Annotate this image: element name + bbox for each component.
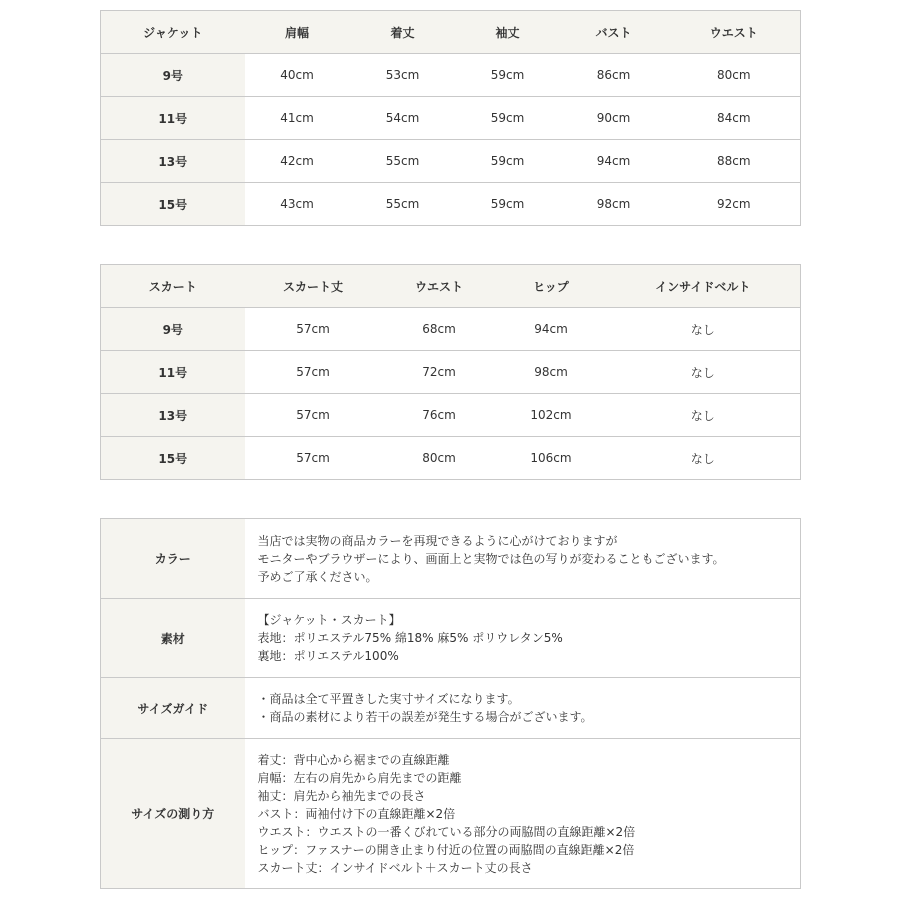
skirt-size-table — [100, 264, 801, 480]
table-row — [101, 308, 801, 351]
text-line: 肩幅：左右の肩先から肩先までの距離 — [257, 770, 462, 785]
text-line: 【ジャケット・スカート】 — [257, 613, 401, 627]
material-label: 素材 — [101, 599, 245, 678]
text-line: ウエスト：ウエストの一番くびれている部分の両脇間の直線距離×2倍 — [257, 824, 636, 839]
jacket-header-bust: バスト — [560, 11, 668, 54]
table-cell: 54cm — [350, 97, 456, 140]
color-description — [245, 519, 801, 599]
table-cell: 55cm — [350, 183, 456, 226]
size-label: 9号 — [101, 308, 245, 351]
table-cell: 94cm — [497, 308, 606, 351]
table-cell: 59cm — [456, 54, 560, 97]
text-line: ・商品は全て平置きした実寸サイズになります。 — [257, 692, 520, 706]
text-line: 予めご了承ください。 — [257, 569, 378, 584]
text-line: 裏地：ポリエステル100% — [257, 649, 399, 663]
size-guide-label: サイズガイド — [101, 678, 245, 739]
table-cell: 86cm — [560, 54, 668, 97]
table-cell: 98cm — [497, 351, 606, 394]
table-cell: 88cm — [668, 140, 801, 183]
color-label: カラー — [101, 519, 245, 599]
text-line: スカート丈：インサイドベルト＋スカート丈の長さ — [257, 860, 533, 875]
table-row — [101, 97, 801, 140]
table-cell: 84cm — [668, 97, 801, 140]
table-cell: なし — [606, 308, 801, 351]
size-label: 15号 — [101, 183, 245, 226]
table-cell: 76cm — [382, 394, 497, 437]
jacket-header-waist: ウエスト — [668, 11, 801, 54]
table-cell: 92cm — [668, 183, 801, 226]
table-cell: 41cm — [245, 97, 350, 140]
jacket-header-shoulder: 肩幅 — [245, 11, 350, 54]
jacket-header-row — [101, 11, 801, 54]
size-guide-row — [101, 678, 801, 739]
table-cell: 59cm — [456, 140, 560, 183]
table-row — [101, 394, 801, 437]
material-row — [101, 599, 801, 678]
text-line: 着丈：背中心から裾までの直線距離 — [257, 752, 450, 767]
size-label: 11号 — [101, 97, 245, 140]
table-cell: 42cm — [245, 140, 350, 183]
table-cell: 90cm — [560, 97, 668, 140]
skirt-header-length: スカート丈 — [245, 265, 382, 308]
text-line: 当店では実物の商品カラーを再現できるように心がけておりますが — [257, 533, 618, 548]
skirt-header-inside-belt: インサイドベルト — [606, 265, 801, 308]
jacket-header-length: 着丈 — [350, 11, 456, 54]
table-cell: 57cm — [245, 394, 382, 437]
skirt-header-waist: ウエスト — [382, 265, 497, 308]
table-cell: なし — [606, 394, 801, 437]
text-line: ・商品の素材により若干の誤差が発生する場合がございます。 — [257, 710, 593, 724]
table-cell: 94cm — [560, 140, 668, 183]
jacket-header-size: ジャケット — [101, 11, 245, 54]
size-label: 13号 — [101, 394, 245, 437]
table-row — [101, 351, 801, 394]
color-row — [101, 519, 801, 599]
table-cell: 55cm — [350, 140, 456, 183]
size-label: 11号 — [101, 351, 245, 394]
jacket-header-sleeve: 袖丈 — [456, 11, 560, 54]
table-cell: 43cm — [245, 183, 350, 226]
size-label: 15号 — [101, 437, 245, 480]
table-cell: 102cm — [497, 394, 606, 437]
table-cell: 68cm — [382, 308, 497, 351]
skirt-header-size: スカート — [101, 265, 245, 308]
size-label: 9号 — [101, 54, 245, 97]
table-cell: なし — [606, 351, 801, 394]
table-cell: 106cm — [497, 437, 606, 480]
table-cell: 57cm — [245, 308, 382, 351]
text-line: 袖丈：肩先から袖先までの長さ — [257, 788, 426, 803]
text-line: 表地：ポリエステル75% 綿18% 麻5% ポリウレタン5% — [257, 631, 563, 645]
table-cell: 80cm — [668, 54, 801, 97]
table-cell: 72cm — [382, 351, 497, 394]
table-row — [101, 54, 801, 97]
skirt-header-row — [101, 265, 801, 308]
jacket-size-table — [100, 10, 801, 226]
skirt-header-hip: ヒップ — [497, 265, 606, 308]
measurement-description — [245, 739, 801, 889]
measurement-row — [101, 739, 801, 889]
table-cell: 53cm — [350, 54, 456, 97]
table-cell: 59cm — [456, 97, 560, 140]
table-row — [101, 437, 801, 480]
table-cell: なし — [606, 437, 801, 480]
table-row — [101, 183, 801, 226]
size-label: 13号 — [101, 140, 245, 183]
table-row — [101, 140, 801, 183]
measurement-label: サイズの測り方 — [101, 739, 245, 889]
text-line: バスト：両袖付け下の直線距離×2倍 — [257, 806, 456, 821]
size-guide-description — [245, 678, 801, 739]
table-cell: 98cm — [560, 183, 668, 226]
table-cell: 40cm — [245, 54, 350, 97]
material-description — [245, 599, 801, 678]
table-cell: 59cm — [456, 183, 560, 226]
table-cell: 57cm — [245, 437, 382, 480]
text-line: ヒップ：ファスナーの開き止まり付近の位置の両脇間の直線距離×2倍 — [257, 842, 635, 857]
table-cell: 80cm — [382, 437, 497, 480]
text-line: モニターやブラウザーにより、画面上と実物では色の写りが変わることもございます。 — [257, 551, 725, 566]
product-info-table — [100, 518, 801, 889]
table-cell: 57cm — [245, 351, 382, 394]
